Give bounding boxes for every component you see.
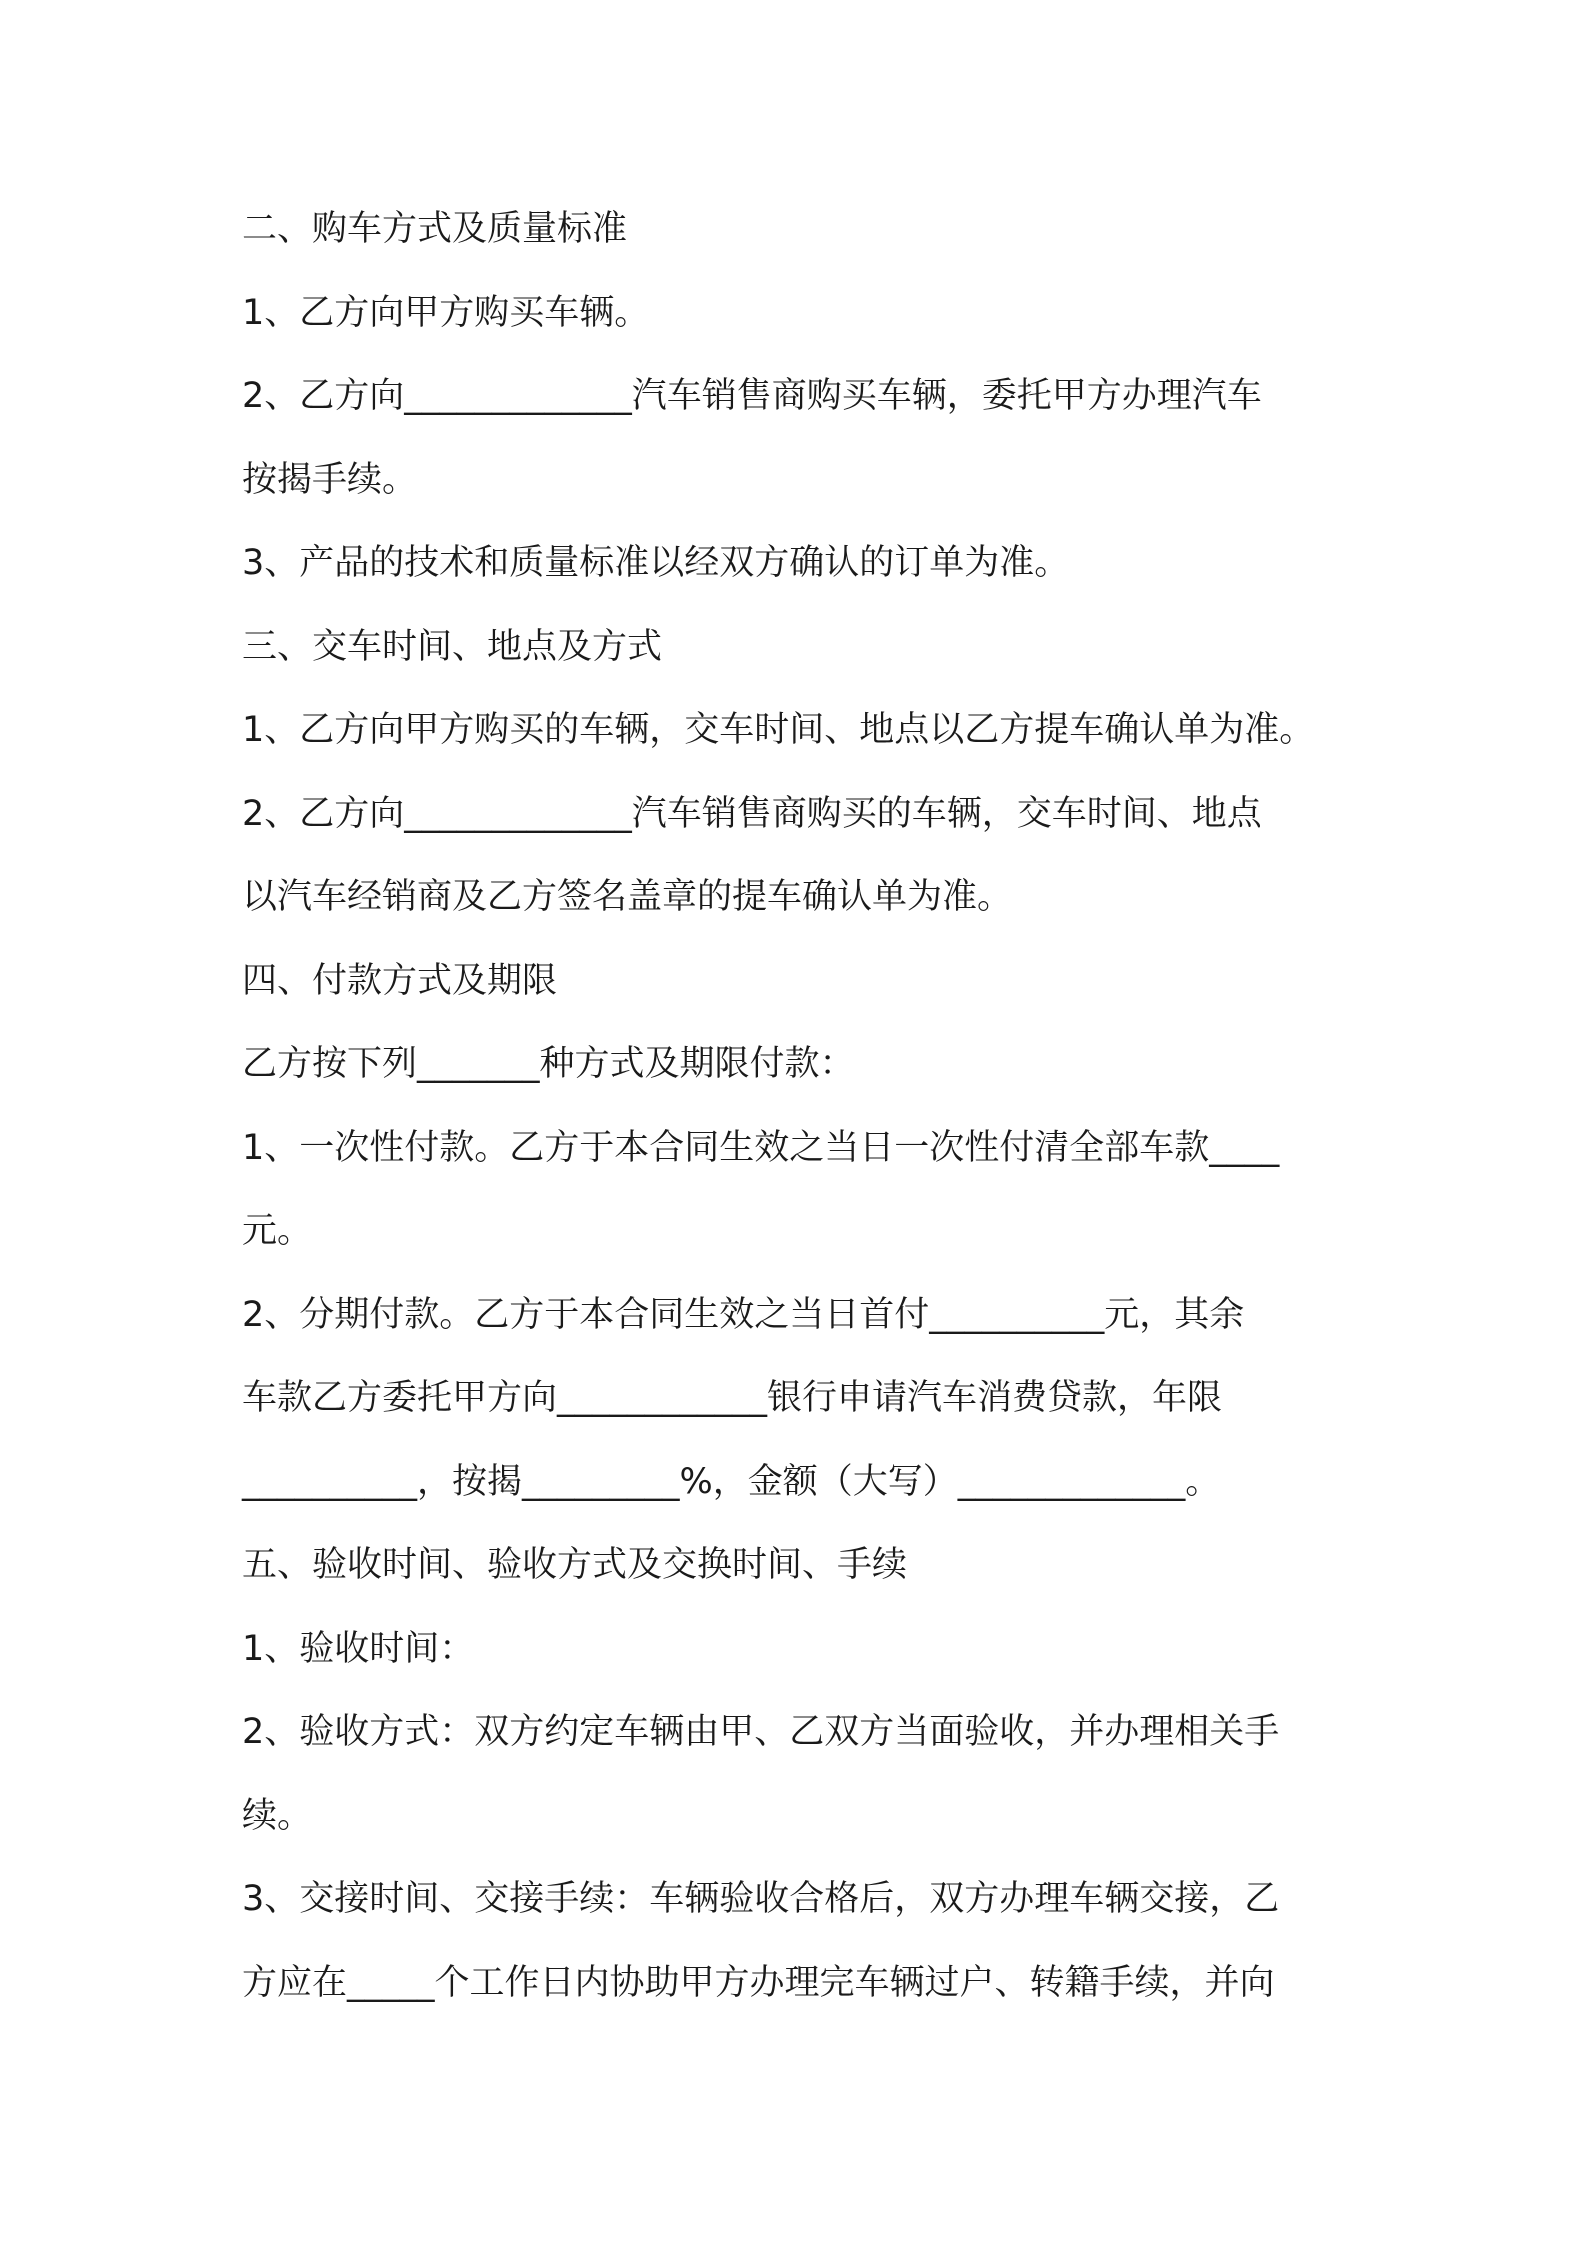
clause-2-1: 1、乙方向甲方购买车辆。	[242, 292, 650, 333]
clause-5-2-line-2: 续。	[242, 1795, 313, 1836]
clause-2-2-line-2: 按揭手续。	[242, 459, 418, 500]
clause-4-2-line-2: 车款乙方委托甲方向____________银行申请汽车消费贷款，年限	[242, 1378, 1223, 1418]
section-heading-3: 三、交车时间、地点及方式	[242, 626, 663, 667]
clause-3-2-line-1: 2、乙方向_____________汽车销售商购买的车辆，交车时间、地点	[242, 793, 1262, 834]
clause-5-3-line-1: 3、交接时间、交接手续：车辆验收合格后，双方办理车辆交接，乙	[242, 1879, 1280, 1919]
document-body	[242, 199, 1362, 2036]
clause-4-1-line-2: 元。	[242, 1211, 313, 1251]
section-heading-2: 二、购车方式及质量标准	[242, 209, 628, 249]
clause-5-3-line-2: 方应在_____个工作日内协助甲方办理完车辆过户、转籍手续，并向	[242, 1962, 1275, 2003]
clause-2-3: 3、产品的技术和质量标准以经双方确认的订单为准。	[242, 543, 1070, 583]
clause-4-2-line-1: 2、分期付款。乙方于本合同生效之当日首付__________元，其余	[242, 1294, 1245, 1335]
clause-5-2-line-1: 2、验收方式：双方约定车辆由甲、乙双方当面验收，并办理相关手	[242, 1712, 1280, 1752]
clause-2-2-line-1: 2、乙方向_____________汽车销售商购买车辆，委托甲方办理汽车	[242, 376, 1262, 416]
clause-5-1: 1、验收时间：	[242, 1628, 475, 1669]
section-heading-4: 四、付款方式及期限	[242, 960, 558, 1001]
clause-3-2-line-2: 以汽车经销商及乙方签名盖章的提车确认单为准。	[242, 877, 1013, 917]
clause-4-2-line-3: __________，按揭_________%，金额（大写）_____________。	[242, 1461, 1221, 1502]
clause-3-1: 1、乙方向甲方购买的车辆，交车时间、地点以乙方提车确认单为准。	[242, 710, 1315, 750]
section-heading-5: 五、验收时间、验收方式及交换时间、手续	[242, 1545, 908, 1585]
payment-intro: 乙方按下列_______种方式及期限付款：	[242, 1044, 855, 1084]
clause-4-1-line-1: 1、一次性付款。乙方于本合同生效之当日一次性付清全部车款____	[242, 1127, 1280, 1168]
